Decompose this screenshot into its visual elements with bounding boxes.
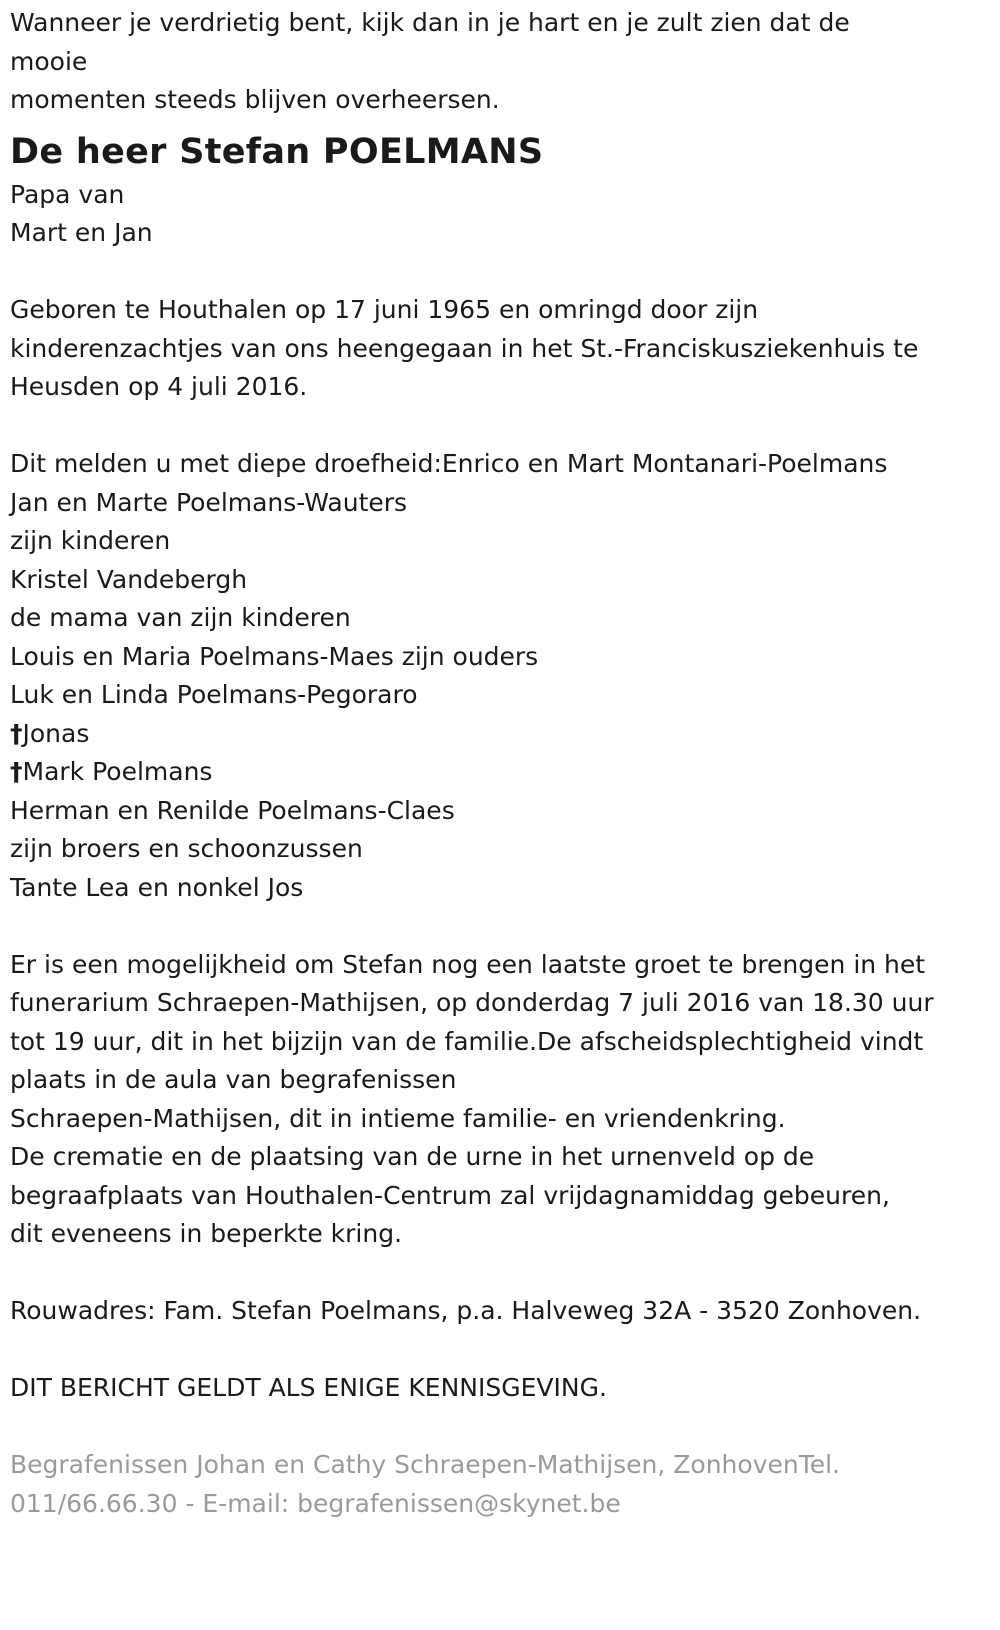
footer xyxy=(10,1446,992,1523)
birth-line: Geboren te Houthalen op 17 juni 1965 en omringd door zijn xyxy=(10,295,759,324)
spacer xyxy=(10,1331,992,1370)
quote-block xyxy=(10,4,992,120)
intro-line: Papa van xyxy=(10,179,125,209)
family-line-deceased xyxy=(10,715,992,754)
cross-icon: † xyxy=(10,757,23,786)
family-line: Jan en Marte Poelmans-Wauters xyxy=(10,487,408,517)
family-line: de mama van zijn kinderen xyxy=(10,603,351,632)
ceremony-line: Schraepen-Mathijsen, dit in intieme familie- en vriendenkring. xyxy=(10,1103,786,1133)
quote-line: mooie xyxy=(10,46,88,76)
ceremony-line: funerarium Schraepen-Mathijsen, op donderdag 7 juli 2016 van 18.30 uur xyxy=(10,988,934,1017)
spacer xyxy=(10,1408,992,1447)
birth-block xyxy=(10,291,992,407)
ceremony-line: plaats in de aula van begrafenissen xyxy=(10,1065,457,1094)
ceremony-line: Er is een mogelijkheid om Stefan nog een laatste groet te brengen in het xyxy=(10,949,926,979)
family-block xyxy=(10,445,992,907)
footer-line: Begrafenissen Johan en Cathy Schraepen-Mathijsen, ZonhovenTel. xyxy=(10,1450,841,1479)
spacer xyxy=(10,1254,992,1293)
family-line: Tante Lea en nonkel Jos xyxy=(10,872,304,902)
family-line-deceased xyxy=(10,753,992,792)
quote-line: Wanneer je verdrietig bent, kijk dan in je hart en je zult zien dat de xyxy=(10,8,850,37)
quote-line: momenten steeds blijven overheersen. xyxy=(10,85,500,114)
birth-line: Heusden op 4 juli 2016. xyxy=(10,372,308,401)
cross-icon: † xyxy=(10,718,23,748)
birth-line: kinderenzachtjes van ons heengegaan in het St.-Franciskusziekenhuis te xyxy=(10,333,919,363)
ceremony-line: dit eveneens in beperkte kring. xyxy=(10,1219,403,1248)
ceremony-block xyxy=(10,946,992,1254)
mourning-address: Rouwadres: Fam. Stefan Poelmans, p.a. Halveweg 32A - 3520 Zonhoven. xyxy=(10,1296,922,1325)
family-line: Kristel Vandebergh xyxy=(10,564,248,594)
deceased-name: Mark Poelmans xyxy=(22,757,213,786)
family-line: zijn kinderen xyxy=(10,526,171,555)
footer-line: 011/66.66.30 - E-mail: begrafenissen@skynet.be xyxy=(10,1488,621,1518)
deceased-name: Jonas xyxy=(22,718,90,748)
family-line: Herman en Renilde Poelmans-Claes xyxy=(10,795,455,825)
ceremony-line: begraafplaats van Houthalen-Centrum zal vrijdagnamiddag gebeuren, xyxy=(10,1180,890,1210)
spacer xyxy=(10,907,992,946)
notice: DIT BERICHT GELDT ALS ENIGE KENNISGEVING. xyxy=(10,1373,607,1402)
page-title: De heer Stefan POELMANS xyxy=(10,131,544,172)
family-line: zijn broers en schoonzussen xyxy=(10,834,363,863)
ceremony-line: tot 19 uur, dit in het bijzijn van de familie.De afscheidsplechtigheid vindt xyxy=(10,1026,924,1056)
spacer xyxy=(10,253,992,292)
intro-line: Mart en Jan xyxy=(10,218,153,247)
family-line: Louis en Maria Poelmans-Maes zijn ouders xyxy=(10,641,539,671)
spacer xyxy=(10,407,992,446)
family-line: Dit melden u met diepe droefheid:Enrico en Mart Montanari-Poelmans xyxy=(10,449,888,478)
intro-block xyxy=(10,176,992,253)
ceremony-line: De crematie en de plaatsing van de urne in het urnenveld op de xyxy=(10,1142,815,1171)
family-line: Luk en Linda Poelmans-Pegoraro xyxy=(10,680,418,709)
